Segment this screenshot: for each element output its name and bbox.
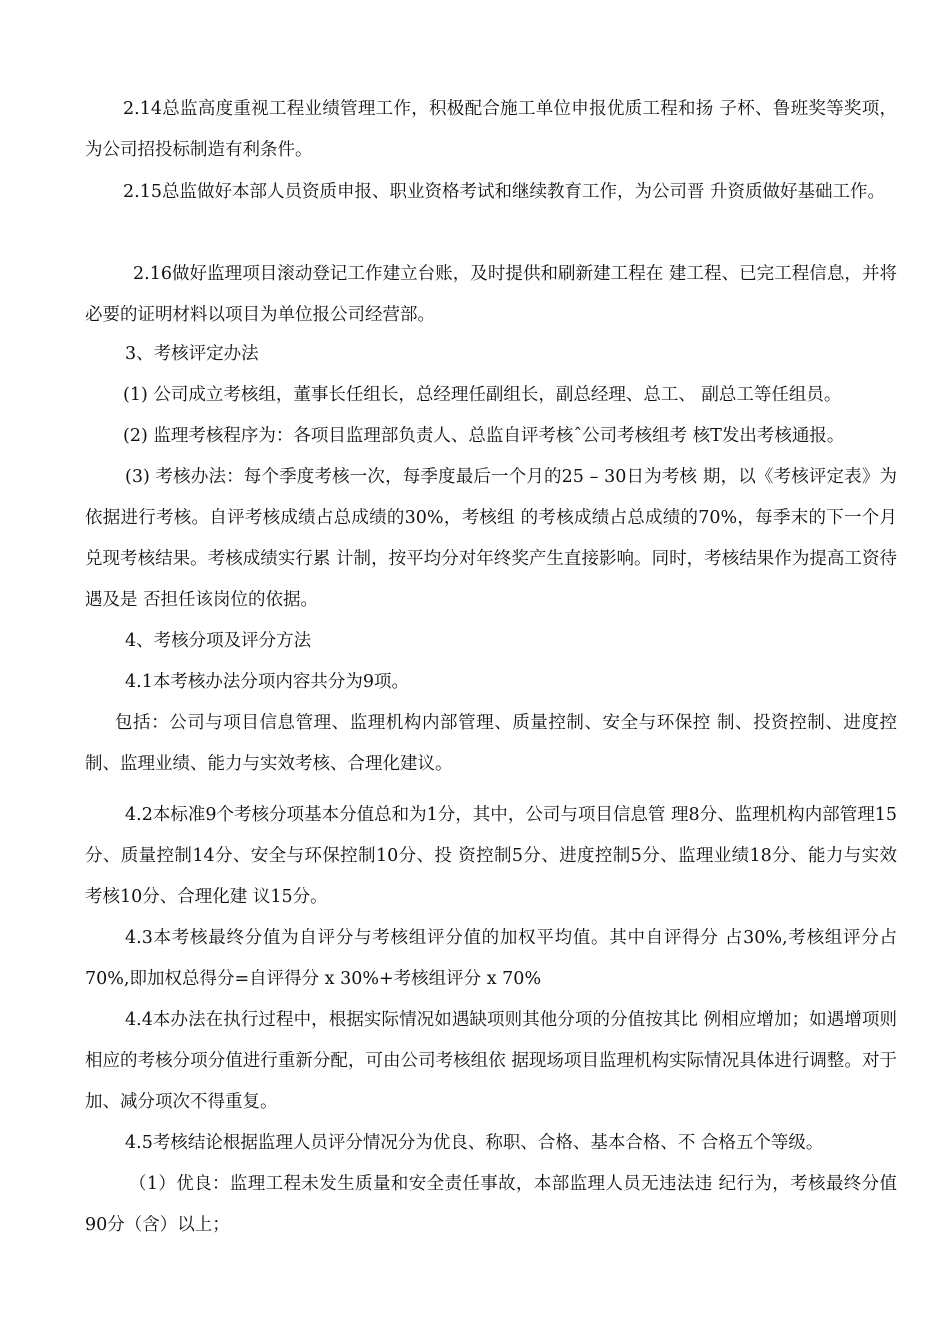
paragraph-4-2: 4.2本标准9个考核分项基本分值总和为1分，其中，公司与项目信息管 理8分、监理机构内部管理15分、质量控制14分、安全与环保控制10分、投 资控制5分、进度控制5分、监理业绩18分、能力与实效考核10分、合理化建 议15分。 (85, 805, 897, 907)
paragraph-3-item-2: (2) 监理考核程序为：各项目监理部负责人、总监自评考核ˆ公司考核组考 核T发出考核通报。 (123, 426, 845, 446)
section-heading-3: 3、考核评定办法 (125, 344, 259, 364)
paragraph-4-5-item-1: （1）优良：监理工程未发生质量和安全责任事故，本部监理人员无违法违 纪行为，考核最终分值90分（含）以上； (85, 1174, 897, 1235)
paragraph-4-1: 4.1本考核办法分项内容共分为9项。 (125, 672, 409, 692)
paragraph-4-4: 4.4本办法在执行过程中，根据实际情况如遇缺项则其他分项的分值按其比 例相应增加；如遇增项则相应的考核分项分值进行重新分配，可由公司考核组依 据现场项目监理机构实际情况具体进行调整。对于加、减分项次不得重复。 (85, 1010, 897, 1112)
paragraph-4-3: 4.3本考核最终分值为自评分与考核组评分值的加权平均值。其中自评得分 占30%,考核组评分占70%,即加权总得分=自评得分 x 30%+考核组评分 x 70% (85, 928, 897, 989)
paragraph-3-item-1: (1) 公司成立考核组，董事长任组长，总经理任副组长，副总经理、总工、 副总工等任组员。 (123, 385, 842, 405)
paragraph-2-15: 2.15总监做好本部人员资质申报、职业资格考试和继续教育工作，为公司晋 升资质做好基础工作。 (123, 182, 886, 202)
paragraph-3-item-3: (3) 考核办法：每个季度考核一次，每季度最后一个月的25 – 30日为考核 期，以《考核评定表》为依据进行考核。自评考核成绩占总成绩的30%，考核组 的考核成绩占总成绩的70%，每季末的下一个月兑现考核结果。考核成绩实行累 计制，按平均分对年终奖产生直接影响。同时，考核结果作为提高工资待遇及是 否担任该岗位的依据。 (85, 467, 897, 610)
paragraph-2-14: 2.14总监高度重视工程业绩管理工作，积极配合施工单位申报优质工程和扬 子杯、鲁班奖等奖项，为公司招投标制造有利条件。 (85, 99, 897, 160)
paragraph-2-16: 2.16做好监理项目滚动登记工作建立台账，及时提供和刷新建工程在 建工程、已完工程信息，并将必要的证明材料以项目为单位报公司经营部。 (85, 264, 897, 325)
section-heading-4: 4、考核分项及评分方法 (125, 631, 312, 651)
paragraph-4-5: 4.5考核结论根据监理人员评分情况分为优良、称职、合格、基本合格、不 合格五个等级。 (125, 1133, 824, 1153)
paragraph-4-1-items: 包括：公司与项目信息管理、监理机构内部管理、质量控制、安全与环保控 制、投资控制、进度控制、监理业绩、能力与实效考核、合理化建议。 (85, 713, 897, 774)
